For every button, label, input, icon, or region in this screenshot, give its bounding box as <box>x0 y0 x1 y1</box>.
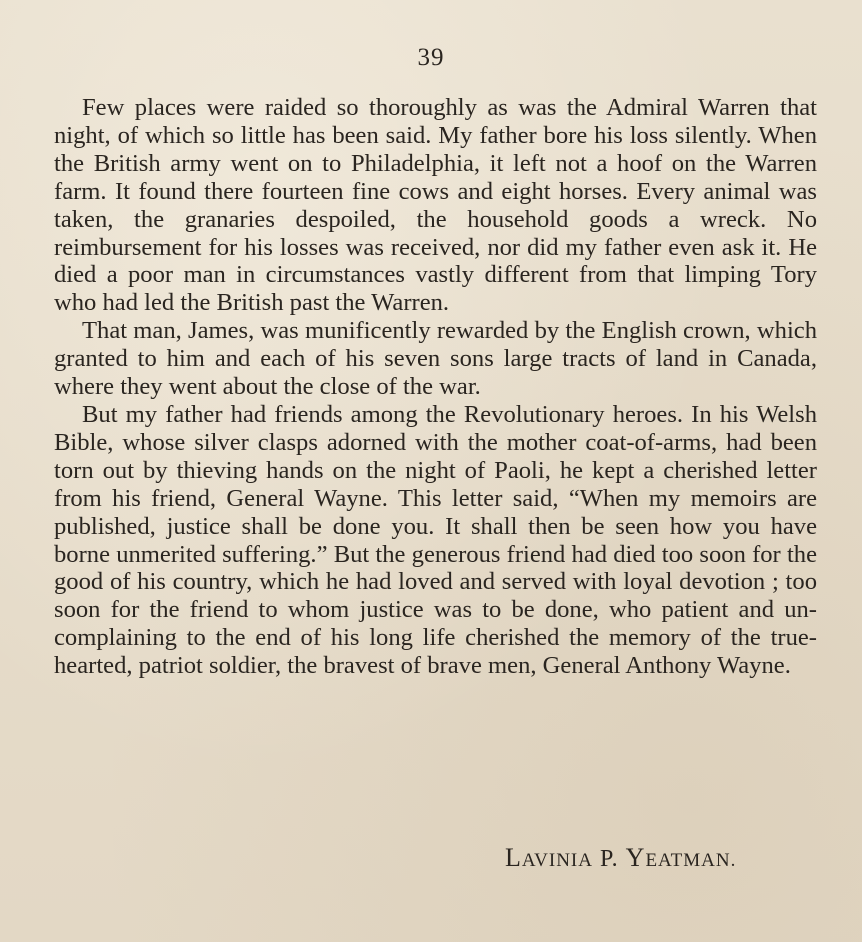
signature-middle: P. <box>592 846 626 872</box>
body-text <box>54 94 817 680</box>
signature-first-initial: L <box>505 843 522 872</box>
paragraph-james-reward: That man, James, was munificently rewarded by the English crown, which granted to him and each of his seven sons large tracts of land in Canada, where they went about the close of the war. <box>54 317 817 401</box>
page-number: 39 <box>417 44 445 71</box>
paragraph-raid: Few places were raided so thoroughly as was the Admiral Warren that night, of which so little has been said. My father bore his loss silently. When the British army went on to Philadelphia, it left not a hoof on the Warren farm. It found there fourteen fine cows and eight horses. Every animal was taken, the granaries despoiled, the household goods a wreck. No reimbursement for his losses was received, nor did my father even ask it. He died a poor man in circumstances vastly different from that limping Tory who had led the British past the Warren. <box>54 94 817 317</box>
author-signature <box>505 843 736 873</box>
signature-last-initial: Y <box>625 843 646 872</box>
signature-last-rest: EATMAN. <box>645 850 737 871</box>
signature-first-rest: AVINIA <box>521 850 593 871</box>
paragraph-wayne-letter: But my father had friends among the Revolutionary heroes. In his Welsh Bible, whose silver clasps adorned with the mother coat-of-arms, had been torn out by thieving hands on the night of Paoli, he kept a cherished letter from his friend, General Wayne. This letter said, “When my memoirs are published, justice shall be done you. It shall then be seen how you have borne unmerited suffering.” But the generous friend had died too soon for the good of his country, which he had loved and served with loyal devotion ; too soon for the friend to whom justice was to be done, who patient and uncomplaining to the end of his long life cherished the memory of the true-hearted, patriot soldier, the bravest of brave men, General Anthony Wayne. <box>54 400 817 680</box>
